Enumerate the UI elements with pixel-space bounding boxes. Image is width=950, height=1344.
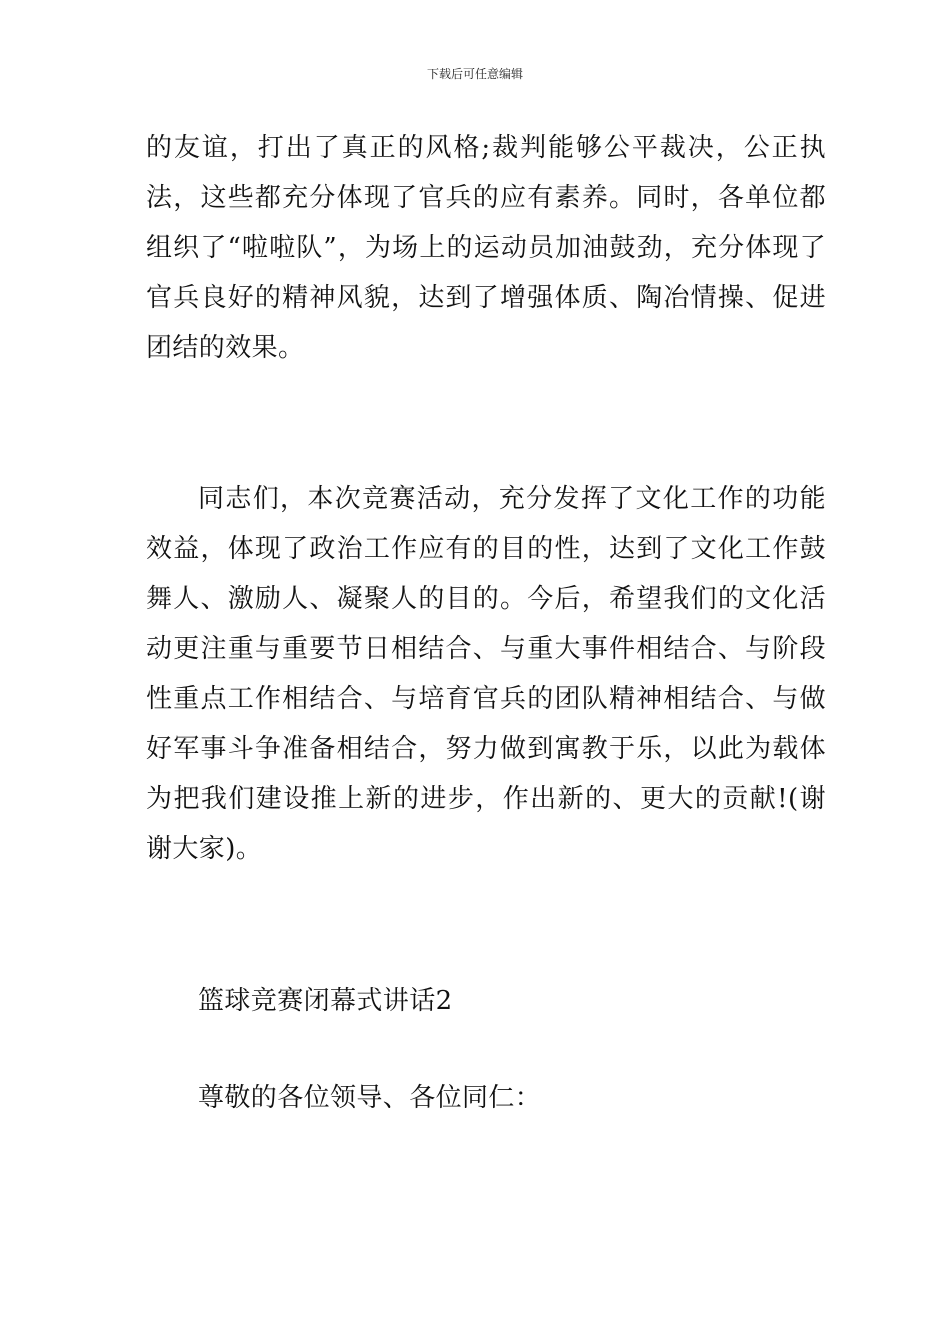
section-title: 篮球竞赛闭幕式讲话2 (198, 986, 453, 1016)
paragraph-1: 的友谊，打出了真正的风格;裁判能够公平裁决，公正执法，这些都充分体现了官兵的应有素养。同时，各单位都组织了“啦啦队”，为场上的运动员加油鼓劲，充分体现了官兵良好的精神风貌，达到了增强体质、陶冶情操、促进团结的效果。 (146, 133, 826, 363)
page-header-note: 下载后可任意编辑 (426, 67, 523, 81)
salutation: 尊敬的各位领导、各位同仁： (198, 1083, 542, 1113)
paragraph-2: 同志们，本次竞赛活动，充分发挥了文化工作的功能效益，体现了政治工作应有的目的性，达到了文化工作鼓舞人、激励人、凝聚人的目的。今后，希望我们的文化活动更注重与重要节日相结合、与重大事件相结合、与阶段性重点工作相结合、与培育官兵的团队精神相结合、与做好军事斗争准备相结合，努力做到寓教于乐，以此为载体为把我们建设推上新的进步，作出新的、更大的贡献!(谢谢大家)。 (146, 484, 826, 864)
